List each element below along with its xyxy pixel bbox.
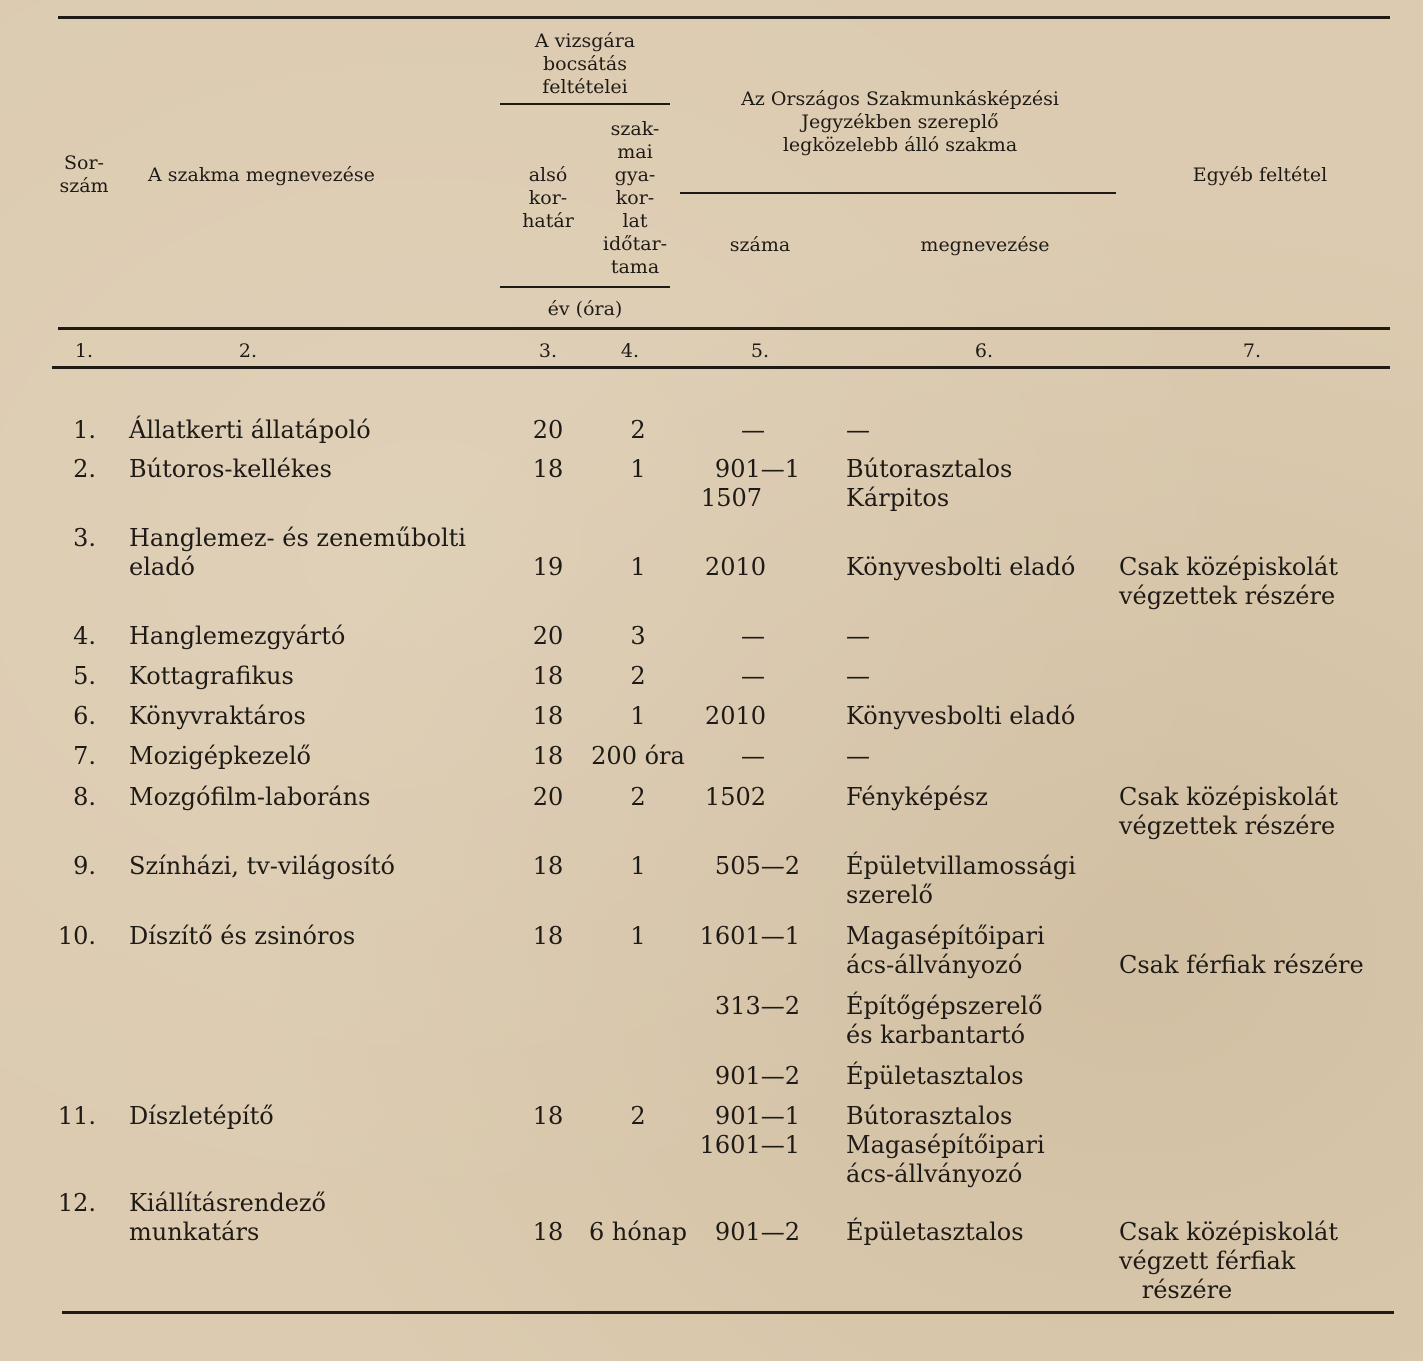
- vizsga-rule: [500, 103, 670, 105]
- min-age: 18: [532, 662, 564, 690]
- trade-name: Állatkerti állatápoló: [129, 416, 371, 444]
- min-age: 20: [532, 622, 564, 650]
- row-number: 6.: [73, 702, 96, 730]
- orszagos-rule: [680, 192, 1116, 194]
- other-condition: végzettek részére: [1119, 582, 1336, 610]
- header-also-line: kor-: [528, 187, 568, 209]
- other-condition: Csak középiskolát: [1119, 783, 1338, 811]
- register-code: 901—2: [714, 1062, 800, 1090]
- other-condition: végzettek részére: [1119, 812, 1336, 840]
- header-szakmai-line: mai: [617, 141, 653, 163]
- header-sorszam: [48, 152, 120, 198]
- header-vizsga-line: A vizsgára: [534, 30, 636, 52]
- row-number: 10.: [57, 922, 96, 950]
- row-number: 4.: [73, 622, 96, 650]
- header-vizsga-title: [500, 30, 670, 99]
- colnum-rule: [52, 366, 1390, 369]
- header-also-line: alsó: [528, 164, 568, 186]
- trade-name: eladó: [129, 553, 195, 581]
- practice-duration: 200 óra: [591, 742, 685, 770]
- header-szakmai-line: tama: [610, 256, 660, 278]
- other-condition: végzett férfiak: [1119, 1247, 1296, 1275]
- practice-duration: 2: [630, 1102, 646, 1130]
- register-trade-name: Bútorasztalos: [846, 1102, 1013, 1130]
- register-code: 1601—1: [699, 922, 800, 950]
- practice-duration: 2: [630, 783, 646, 811]
- trade-name: Díszletépítő: [129, 1102, 274, 1130]
- colnum-2: 2.: [238, 340, 258, 362]
- min-age: 18: [532, 1102, 564, 1130]
- register-trade-name: Magasépítőipari: [846, 922, 1045, 950]
- register-trade-name: Épületvillamossági: [846, 852, 1076, 880]
- practice-duration: 2: [630, 662, 646, 690]
- header-also-line: határ: [522, 210, 574, 232]
- other-condition: Csak középiskolát: [1119, 553, 1338, 581]
- colnum-7: 7.: [1242, 340, 1262, 362]
- register-trade-name: és karbantartó: [846, 1021, 1026, 1049]
- header-vizsga-line: bocsátás: [542, 53, 628, 75]
- min-age: 18: [532, 1218, 564, 1246]
- register-code: 901—1: [714, 1102, 800, 1130]
- trade-name: Mozigépkezelő: [129, 742, 311, 770]
- practice-duration: 1: [630, 702, 646, 730]
- ev-rule: [500, 286, 670, 288]
- header-also-korhatar: [510, 164, 586, 233]
- header-szakmai-gyakorlat: [590, 118, 680, 279]
- register-trade-name: Kárpitos: [846, 484, 950, 512]
- register-trade-name: Könyvesbolti eladó: [846, 553, 1076, 581]
- row-number: 3.: [73, 524, 96, 552]
- register-code: 313—2: [714, 992, 800, 1020]
- header-szakmai-line: kor-: [615, 187, 655, 209]
- header-szakmai-line: időtar-: [602, 233, 668, 255]
- trade-name: Mozgófilm-laboráns: [129, 783, 371, 811]
- colnum-1: 1.: [74, 340, 94, 362]
- header-szakmai-line: lat: [622, 210, 648, 232]
- register-code: 2010: [704, 702, 766, 730]
- header-szakmai-line: szak-: [610, 118, 660, 140]
- register-code: —: [741, 742, 765, 770]
- trade-name: Kiállításrendező: [129, 1189, 327, 1217]
- register-code: 2010: [704, 553, 766, 581]
- min-age: 18: [532, 455, 564, 483]
- row-number: 12.: [57, 1189, 96, 1217]
- min-age: 20: [532, 783, 564, 811]
- register-code: 1601—1: [699, 1131, 800, 1159]
- header-orszagos-title: [690, 88, 1110, 157]
- header-sorszam-line: szám: [59, 175, 109, 197]
- min-age: 20: [532, 416, 564, 444]
- register-code: 1507: [700, 484, 762, 512]
- register-code: 901—2: [714, 1218, 800, 1246]
- practice-duration: 1: [630, 852, 646, 880]
- colnum-4: 4.: [620, 340, 640, 362]
- row-number: 2.: [73, 455, 96, 483]
- min-age: 19: [532, 553, 564, 581]
- other-condition: részére: [1141, 1276, 1233, 1304]
- practice-duration: 6 hónap: [589, 1218, 687, 1246]
- min-age: 18: [532, 852, 564, 880]
- header-szakmai-line: gya-: [614, 164, 656, 186]
- colnum-5: 5.: [750, 340, 770, 362]
- min-age: 18: [532, 922, 564, 950]
- register-trade-name: —: [846, 416, 870, 444]
- header-orszagos-line: Az Országos Szakmunkásképzési: [741, 88, 1059, 110]
- register-code: 901—1: [714, 455, 800, 483]
- trade-name: Színházi, tv-világosító: [129, 852, 395, 880]
- header-ev-ora: év (óra): [547, 298, 623, 320]
- register-trade-name: Könyvesbolti eladó: [846, 702, 1076, 730]
- top-rule: [58, 16, 1390, 19]
- min-age: 18: [532, 742, 564, 770]
- register-trade-name: ács-állványozó: [846, 1160, 1023, 1188]
- register-trade-name: Épületasztalos: [846, 1218, 1024, 1246]
- trade-name: Kottagrafikus: [129, 662, 294, 690]
- colnum-6: 6.: [974, 340, 994, 362]
- row-number: 9.: [73, 852, 96, 880]
- register-trade-name: Magasépítőipari: [846, 1131, 1045, 1159]
- other-condition: Csak férfiak részére: [1119, 951, 1364, 979]
- header-szakma-megnevezese: A szakma megnevezése: [148, 164, 375, 186]
- header-sorszam-line: Sor-: [64, 152, 104, 174]
- header-egyeb-feltetel: Egyéb feltétel: [1192, 164, 1328, 186]
- row-number: 1.: [73, 416, 96, 444]
- practice-duration: 2: [630, 416, 646, 444]
- row-number: 7.: [73, 742, 96, 770]
- register-code: 1502: [704, 783, 766, 811]
- trade-name: munkatárs: [129, 1218, 260, 1246]
- trade-name: Hanglemez- és zeneműbolti: [129, 524, 466, 552]
- register-code: 505—2: [714, 852, 800, 880]
- practice-duration: 1: [630, 922, 646, 950]
- colnum-3: 3.: [538, 340, 558, 362]
- register-trade-name: —: [846, 662, 870, 690]
- register-trade-name: Fényképész: [846, 783, 988, 811]
- register-trade-name: —: [846, 622, 870, 650]
- header-vizsga-line: feltételei: [542, 76, 628, 98]
- practice-duration: 3: [630, 622, 646, 650]
- header-orszagos-line: legközelebb álló szakma: [782, 134, 1018, 156]
- trade-name: Díszítő és zsinóros: [129, 922, 356, 950]
- header-megnevezese: megnevezése: [920, 234, 1050, 256]
- practice-duration: 1: [630, 553, 646, 581]
- register-trade-name: ács-állványozó: [846, 951, 1023, 979]
- register-code: —: [741, 622, 765, 650]
- trade-name: Bútoros-kellékes: [129, 455, 332, 483]
- practice-duration: 1: [630, 455, 646, 483]
- other-condition: Csak középiskolát: [1119, 1218, 1338, 1246]
- row-number: 8.: [73, 783, 96, 811]
- header-szama: száma: [729, 234, 791, 256]
- row-number: 5.: [73, 662, 96, 690]
- register-trade-name: —: [846, 742, 870, 770]
- register-code: —: [741, 662, 765, 690]
- row-number: 11.: [57, 1102, 96, 1130]
- header-orszagos-line: Jegyzékben szereplő: [801, 111, 999, 133]
- register-trade-name: Építőgépszerelő: [846, 992, 1043, 1020]
- register-trade-name: Bútorasztalos: [846, 455, 1013, 483]
- header-bottom-rule: [58, 327, 1390, 330]
- trade-name: Könyvraktáros: [129, 702, 306, 730]
- register-code: —: [741, 416, 765, 444]
- trade-name: Hanglemezgyártó: [129, 622, 346, 650]
- min-age: 18: [532, 702, 564, 730]
- bottom-rule: [62, 1311, 1394, 1314]
- register-trade-name: szerelő: [846, 881, 933, 909]
- register-trade-name: Épületasztalos: [846, 1062, 1024, 1090]
